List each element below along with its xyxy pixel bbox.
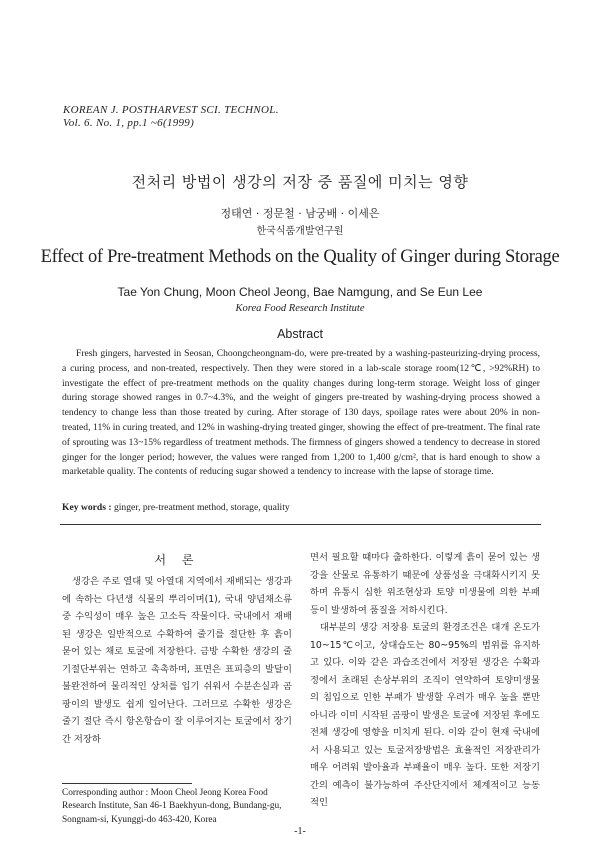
korean-title: 전처리 방법이 생강의 저장 중 품질에 미치는 영향 [131,173,469,191]
right-column [310,549,540,812]
keywords [62,502,540,513]
english-authors: Tae Yon Chung, Moon Cheol Jeong, Bae Namgung, and Se Eun Lee [117,285,483,299]
right-paragraph: 대부분의 생강 저장용 토굴의 환경조건은 대개 온도가 10~15℃이고, 상대습도는 80~95%의 범위를 유지하고 있다. 이와 같은 과습조건에서 저장된 생강은 수확과정에서 초래된 손상부위의 조직이 연약하여 토양미생물의 침입으로 인한 부패가 발생할 우려가 매우 높을 뿐만 아니라 이미 시작된 곰팡이 발생은 토굴에 저장된 후에도 전체 생강에 영향을 미치게 된다. 이와 같이 현재 국내에서 사용되고 있는 토굴저장방법은 효율적인 저장관리가 매우 어려워 발아율과 부패율이 매우 높다. 또한 저장기간의 예측이 불가능하여 주산단지에서 체계적이고 능동적인 [310,622,540,808]
section-heading-introduction: 서 론 [154,553,200,567]
korean-authors: 정태연 · 정문철 · 남궁배 · 이세은 [220,207,380,220]
journal-volume: Vol. 6. No. 1, pp.1 ~6(1999) [63,117,195,129]
left-paragraph: 생강은 주로 열대 및 아열대 지역에서 재배되는 생강과에 속하는 다년생 식물의 뿌리이며(1), 국내 양념채소류 중 수익성이 매우 높은 고소득 작물이다. 국내에서 재배된 생강은 일반적으로 수확하여 줄기를 절단한 후 흙이 묻어 있는 채로 토굴에 저장한다. 금방 수확한 생강의 줄기절단부위는 연하고 촉촉하며, 표면은 표피층의 발달이 불완전하여 물리적인 상처를 입기 쉬워서 수분손실과 곰팡이의 발생도 쉽게 일어난다. 그러므로 수확한 생강은 줄기 절단 즉시 항온항습이 잘 이루어지는 토굴에서 장기간 저장하 [62,576,292,745]
left-column [62,573,292,748]
korean-institution: 한국식품개발연구원 [256,226,344,237]
keywords-label: Key words : [62,502,112,513]
keywords-text: ginger, pre-treatment method, storage, quality [111,502,290,513]
journal-citation [63,104,279,130]
abstract-heading: Abstract [277,327,323,341]
section-divider [60,524,541,525]
english-institution: Korea Food Research Institute [235,303,365,314]
right-paragraph: 면서 필요할 때마다 출하한다. 이렇게 흙이 묻어 있는 생강을 산물로 유통하기 때문에 상품성을 극대화시키지 못하며 유통시 심한 위조현상과 토양 미생물에 의한 부패 등이 발생하여 품질을 저하시킨다. [310,552,540,616]
english-title: Effect of Pre-treatment Methods on the Quality of Ginger during Storage [40,247,560,267]
footnote-rule [62,783,192,784]
page-number: -1- [294,826,306,837]
corresponding-author-footnote: Corresponding author : Moon Cheol Jeong Korea Food Research Institute, San 46-1 Baekhyun-dong, Bundang-gu, Songnam-si, Kyunggi-do 463-420, Korea [62,788,282,825]
abstract-body: Fresh gingers, harvested in Seosan, Choongcheongnam-do, were pre-treated by a washing-pasteurizing-drying process, a curing process, and non-treated, respectively. Then they were stored in a lab-scale storage room(12℃, >92%RH) to investigate the effect of pre-treatment methods on the quality changes during long-term storage. Weight loss of ginger during storage showed ranges in 0.7~4.3%, and the weight of gingers pre-treated by washing-drying process showed a tendency to change less than those treated by curing. After storage of 130 days, spoilage rates were about 20% in non-treated, 11% in curing treated, and 12% in washing-drying treated ginger, showing the effect of pre-treatment. The final rate of sprouting was 13~15% regardless of treatment methods. The firmness of gingers showed a tendency to decrease in stored ginger for the longer period; however, the values were ranged from 1,200 to 1,400 g/cm², that is hard enough to show a marketable quality. The contents of reducing sugar showed a tendency to increase with the lapse of storage time. [62,348,540,478]
journal-name: KOREAN J. POSTHARVEST SCI. TECHNOL. [63,104,279,116]
